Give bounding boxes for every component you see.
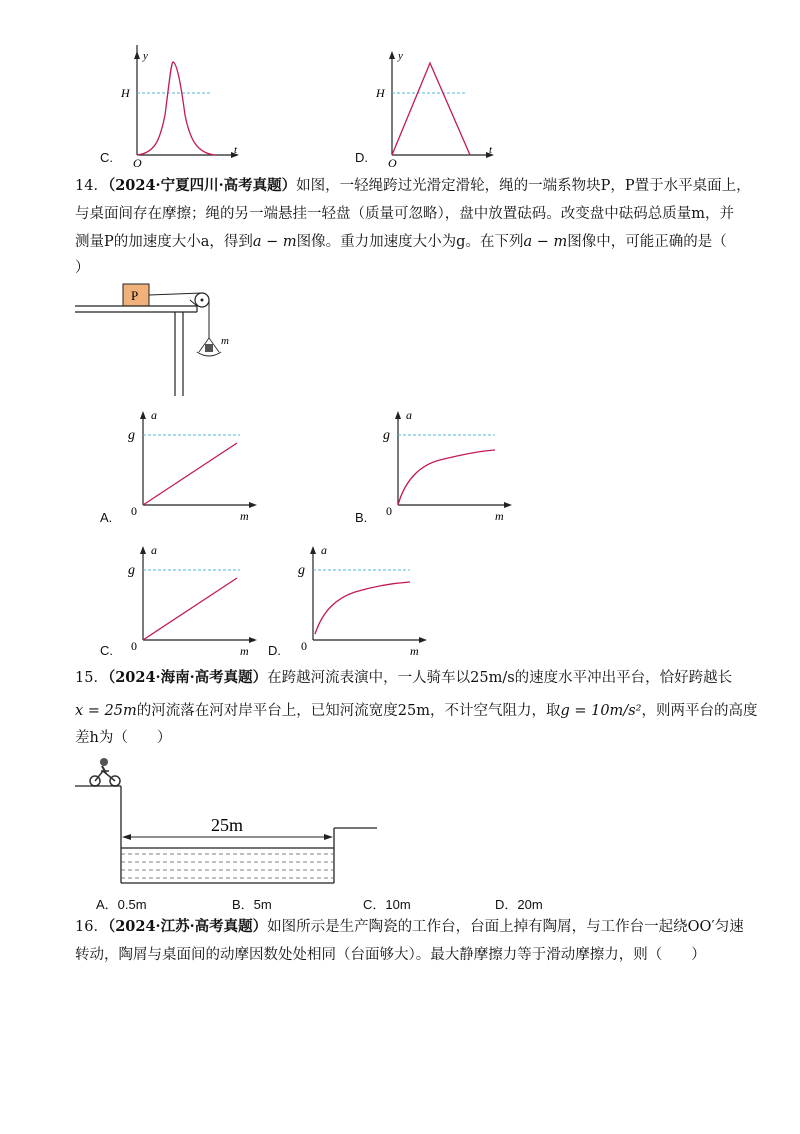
h-label: H xyxy=(121,86,130,100)
q15-line3: 差h为（ ） xyxy=(75,730,172,746)
q14-source: （2024·宁夏四川·高考真题） xyxy=(107,177,297,194)
option-label-c[interactable]: C. xyxy=(100,150,113,165)
block-label: P xyxy=(131,288,139,303)
option-label-c2[interactable]: C. xyxy=(100,643,113,658)
q15-option-b[interactable]: B．5m xyxy=(232,897,272,912)
mass-label: m xyxy=(221,335,229,347)
t-axis-label: t xyxy=(234,144,238,156)
q14-line2: 与桌面间存在摩擦；绳的另一端悬挂一轻盘（质量可忽略），盘中放置砝码。改变盘中砝码总质量m，并 xyxy=(75,206,734,222)
svg-text:a: a xyxy=(151,408,157,422)
pulley-diagram xyxy=(75,278,245,398)
q14-number: 14． xyxy=(75,178,108,194)
svg-text:m: m xyxy=(240,509,249,523)
svg-text:a: a xyxy=(321,543,327,557)
graph-q14-b xyxy=(380,405,520,525)
svg-text:g: g xyxy=(128,428,135,443)
q16-line2: 转动，陶屑与桌面间的动摩因数处处相同（台面够大）。最大静摩擦力等于滑动摩擦力，则（ ） xyxy=(75,947,706,963)
q15-number: 15． xyxy=(75,670,108,686)
q16-source: （2024·江苏·高考真题） xyxy=(107,918,268,935)
river-diagram xyxy=(75,755,385,890)
q16-number: 16． xyxy=(75,919,108,935)
graph-top-d xyxy=(370,45,510,170)
svg-text:m: m xyxy=(495,509,504,523)
svg-text:a: a xyxy=(151,543,157,557)
svg-text:g: g xyxy=(383,428,390,443)
q15-option-d[interactable]: D．20m xyxy=(495,897,543,912)
graph-top-c xyxy=(115,45,255,170)
svg-text:m: m xyxy=(410,644,419,658)
origin-label: O xyxy=(388,156,397,170)
option-label-d2[interactable]: D. xyxy=(268,643,281,658)
svg-text:0: 0 xyxy=(131,639,137,653)
option-label-b[interactable]: B. xyxy=(355,510,368,525)
svg-text:g: g xyxy=(298,563,305,578)
q14-line3: 测量P的加速度大小a，得到a − m图像。重力加速度大小为g。在下列a − m图像中，可能正确的是（ xyxy=(75,234,727,250)
y-axis-label: y xyxy=(398,50,403,62)
river-width-label: 25m xyxy=(211,815,244,835)
graph-q14-d xyxy=(295,540,435,660)
svg-text:g: g xyxy=(128,563,135,578)
svg-text:0: 0 xyxy=(131,504,137,518)
q14-line1: 14．（2024·宁夏四川·高考真题）如图，一轻绳跨过光滑定滑轮，绳的一端系物块P，P置于水平桌面上， xyxy=(75,177,751,194)
q15-line1: 15．（2024·海南·高考真题）在跨越河流表演中，一人骑车以25m/s的速度水平冲出平台，恰好跨越长 xyxy=(75,669,733,686)
q15-source: （2024·海南·高考真题） xyxy=(107,669,268,686)
h-label: H xyxy=(376,86,385,100)
svg-text:m: m xyxy=(240,644,249,658)
svg-text:0: 0 xyxy=(301,639,307,653)
q15-line2: x = 25m的河流落在河对岸平台上，已知河流宽度25m，不计空气阻力，取g = 10m/s²，则两平台的高度 xyxy=(75,703,758,719)
graph-q14-c xyxy=(125,540,265,660)
q14-line4: ） xyxy=(75,260,90,276)
option-label-a[interactable]: A. xyxy=(100,510,113,525)
t-axis-label: t xyxy=(489,144,493,156)
q15-option-a[interactable]: A．0.5m xyxy=(96,897,147,912)
svg-text:a: a xyxy=(406,408,412,422)
option-label-d[interactable]: D. xyxy=(355,150,368,165)
q15-option-c[interactable]: C．10m xyxy=(363,897,411,912)
y-axis-label: y xyxy=(143,50,148,62)
q16-line1: 16．（2024·江苏·高考真题）如图所示是生产陶瓷的工作台，台面上掉有陶屑，与工作台一起绕OO′匀速 xyxy=(75,918,744,935)
graph-q14-a xyxy=(125,405,265,525)
svg-text:0: 0 xyxy=(386,504,392,518)
origin-label: O xyxy=(133,156,142,170)
motorcycle-icon xyxy=(90,758,120,786)
